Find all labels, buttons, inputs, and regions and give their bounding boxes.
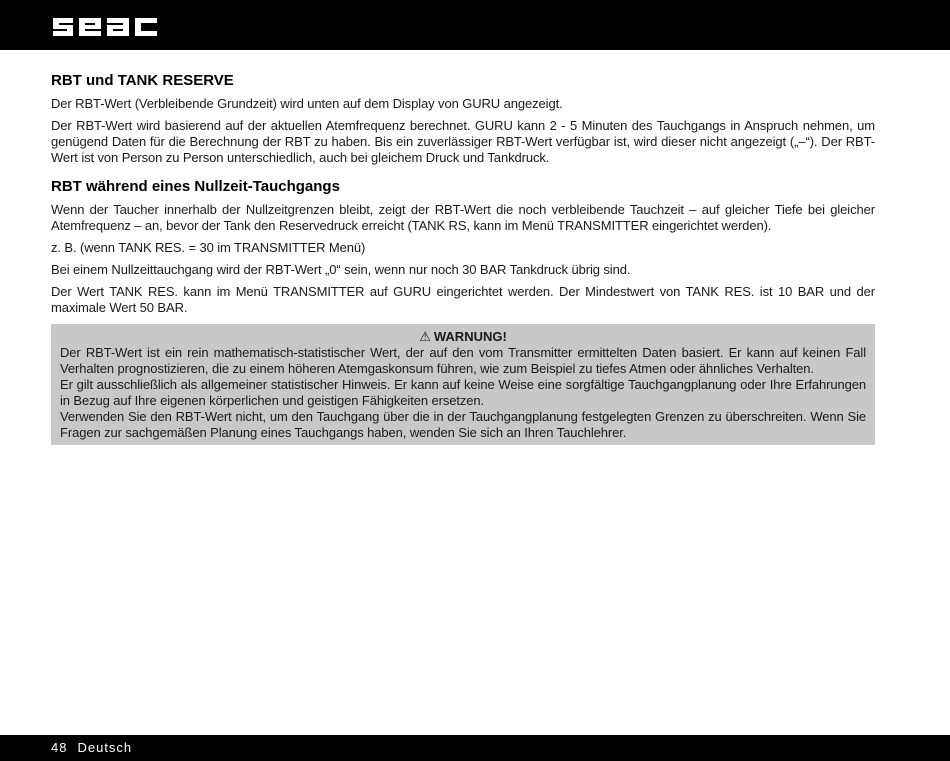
logo-letter-c — [135, 18, 157, 36]
logo-letter-a — [107, 18, 129, 36]
warning-heading — [60, 329, 866, 345]
logo-letter-e — [79, 18, 101, 36]
seac-logo — [51, 14, 159, 40]
warning-triangle-icon: ⚠ — [419, 329, 431, 344]
warning-paragraph: Er gilt ausschließlich als allgemeiner statistischer Hinweis. Er kann auf keine Weise eine sorgfältige Tauchgangplanung oder Ihre Erfahrungen in Bezug auf Ihre eigenen körperlichen und geistigen Fähigkeiten ersetzen. — [60, 377, 866, 408]
paragraph: Bei einem Nullzeittauchgang wird der RBT-Wert „0“ sein, wenn nur noch 30 BAR Tankdruck übrig sind. — [51, 262, 631, 277]
footer-text — [51, 740, 132, 756]
paragraph: Wenn der Taucher innerhalb der Nullzeitgrenzen bleibt, zeigt der RBT-Wert die noch verbleibende Tauchzeit – auf gleicher Tiefe bei gleicher Atemfrequenz – an, bevor der Tank den Reservedruck erreicht (TANK RS, kann im Menü TRANSMITTER eingerichtet werden). — [51, 202, 875, 233]
warning-paragraph: Der RBT-Wert ist ein rein mathematisch-statistischer Wert, der auf den vom Transmitter ermittelten Daten basiert. Er kann auf keinen Fall Verhalten prognostizieren, die zu einem höheren Atemgaskonsum führen, wie zum Beispiel zu tiefes Atmen oder ähnliches Verhalten. — [60, 345, 866, 376]
paragraph: z. B. (wenn TANK RES. = 30 im TRANSMITTER Menü) — [51, 240, 366, 255]
paragraph: Der Wert TANK RES. kann im Menü TRANSMITTER auf GURU eingerichtet werden. Der Mindestwert von TANK RES. ist 10 BAR und der maximale Wert 50 BAR. — [51, 284, 875, 315]
section-title-rbt-tank-reserve: RBT und TANK RESERVE — [51, 72, 234, 89]
warning-paragraph: Verwenden Sie den RBT-Wert nicht, um den Tauchgang über die in der Tauchgangplanung festgelegten Grenzen zu überschreiten. Wenn Sie Fragen zur sachgemäßen Planung eines Tauchgangs haben, wenden Sie sich an Ihren Tauchlehrer. — [60, 409, 866, 440]
page-number: 48 — [51, 740, 68, 755]
logo-letter-s — [53, 18, 73, 36]
warning-box — [51, 324, 875, 445]
page-content — [51, 72, 875, 445]
paragraph: Der RBT-Wert (Verbleibende Grundzeit) wird unten auf dem Display von GURU angezeigt. — [51, 96, 563, 111]
header-bar — [0, 0, 950, 50]
footer-language: Deutsch — [77, 740, 133, 755]
section-title-rbt-nullzeit: RBT während eines Nullzeit-Tauchgangs — [51, 178, 340, 195]
footer-bar — [0, 735, 950, 761]
warning-title: WARNUNG! — [433, 329, 507, 344]
paragraph: Der RBT-Wert wird basierend auf der aktuellen Atemfrequenz berechnet. GURU kann 2 - 5 Minuten des Tauchgangs in Anspruch nehmen, um genügend Daten für die Berechnung der RBT zu haben. Bis ein zuverlässiger RBT-Wert verfügbar ist, wird dieser nicht angezeigt („–“). Der RBT-Wert ist von Person zu Person unterschiedlich, auch bei gleichem Druck und Tankdruck. — [51, 118, 875, 165]
